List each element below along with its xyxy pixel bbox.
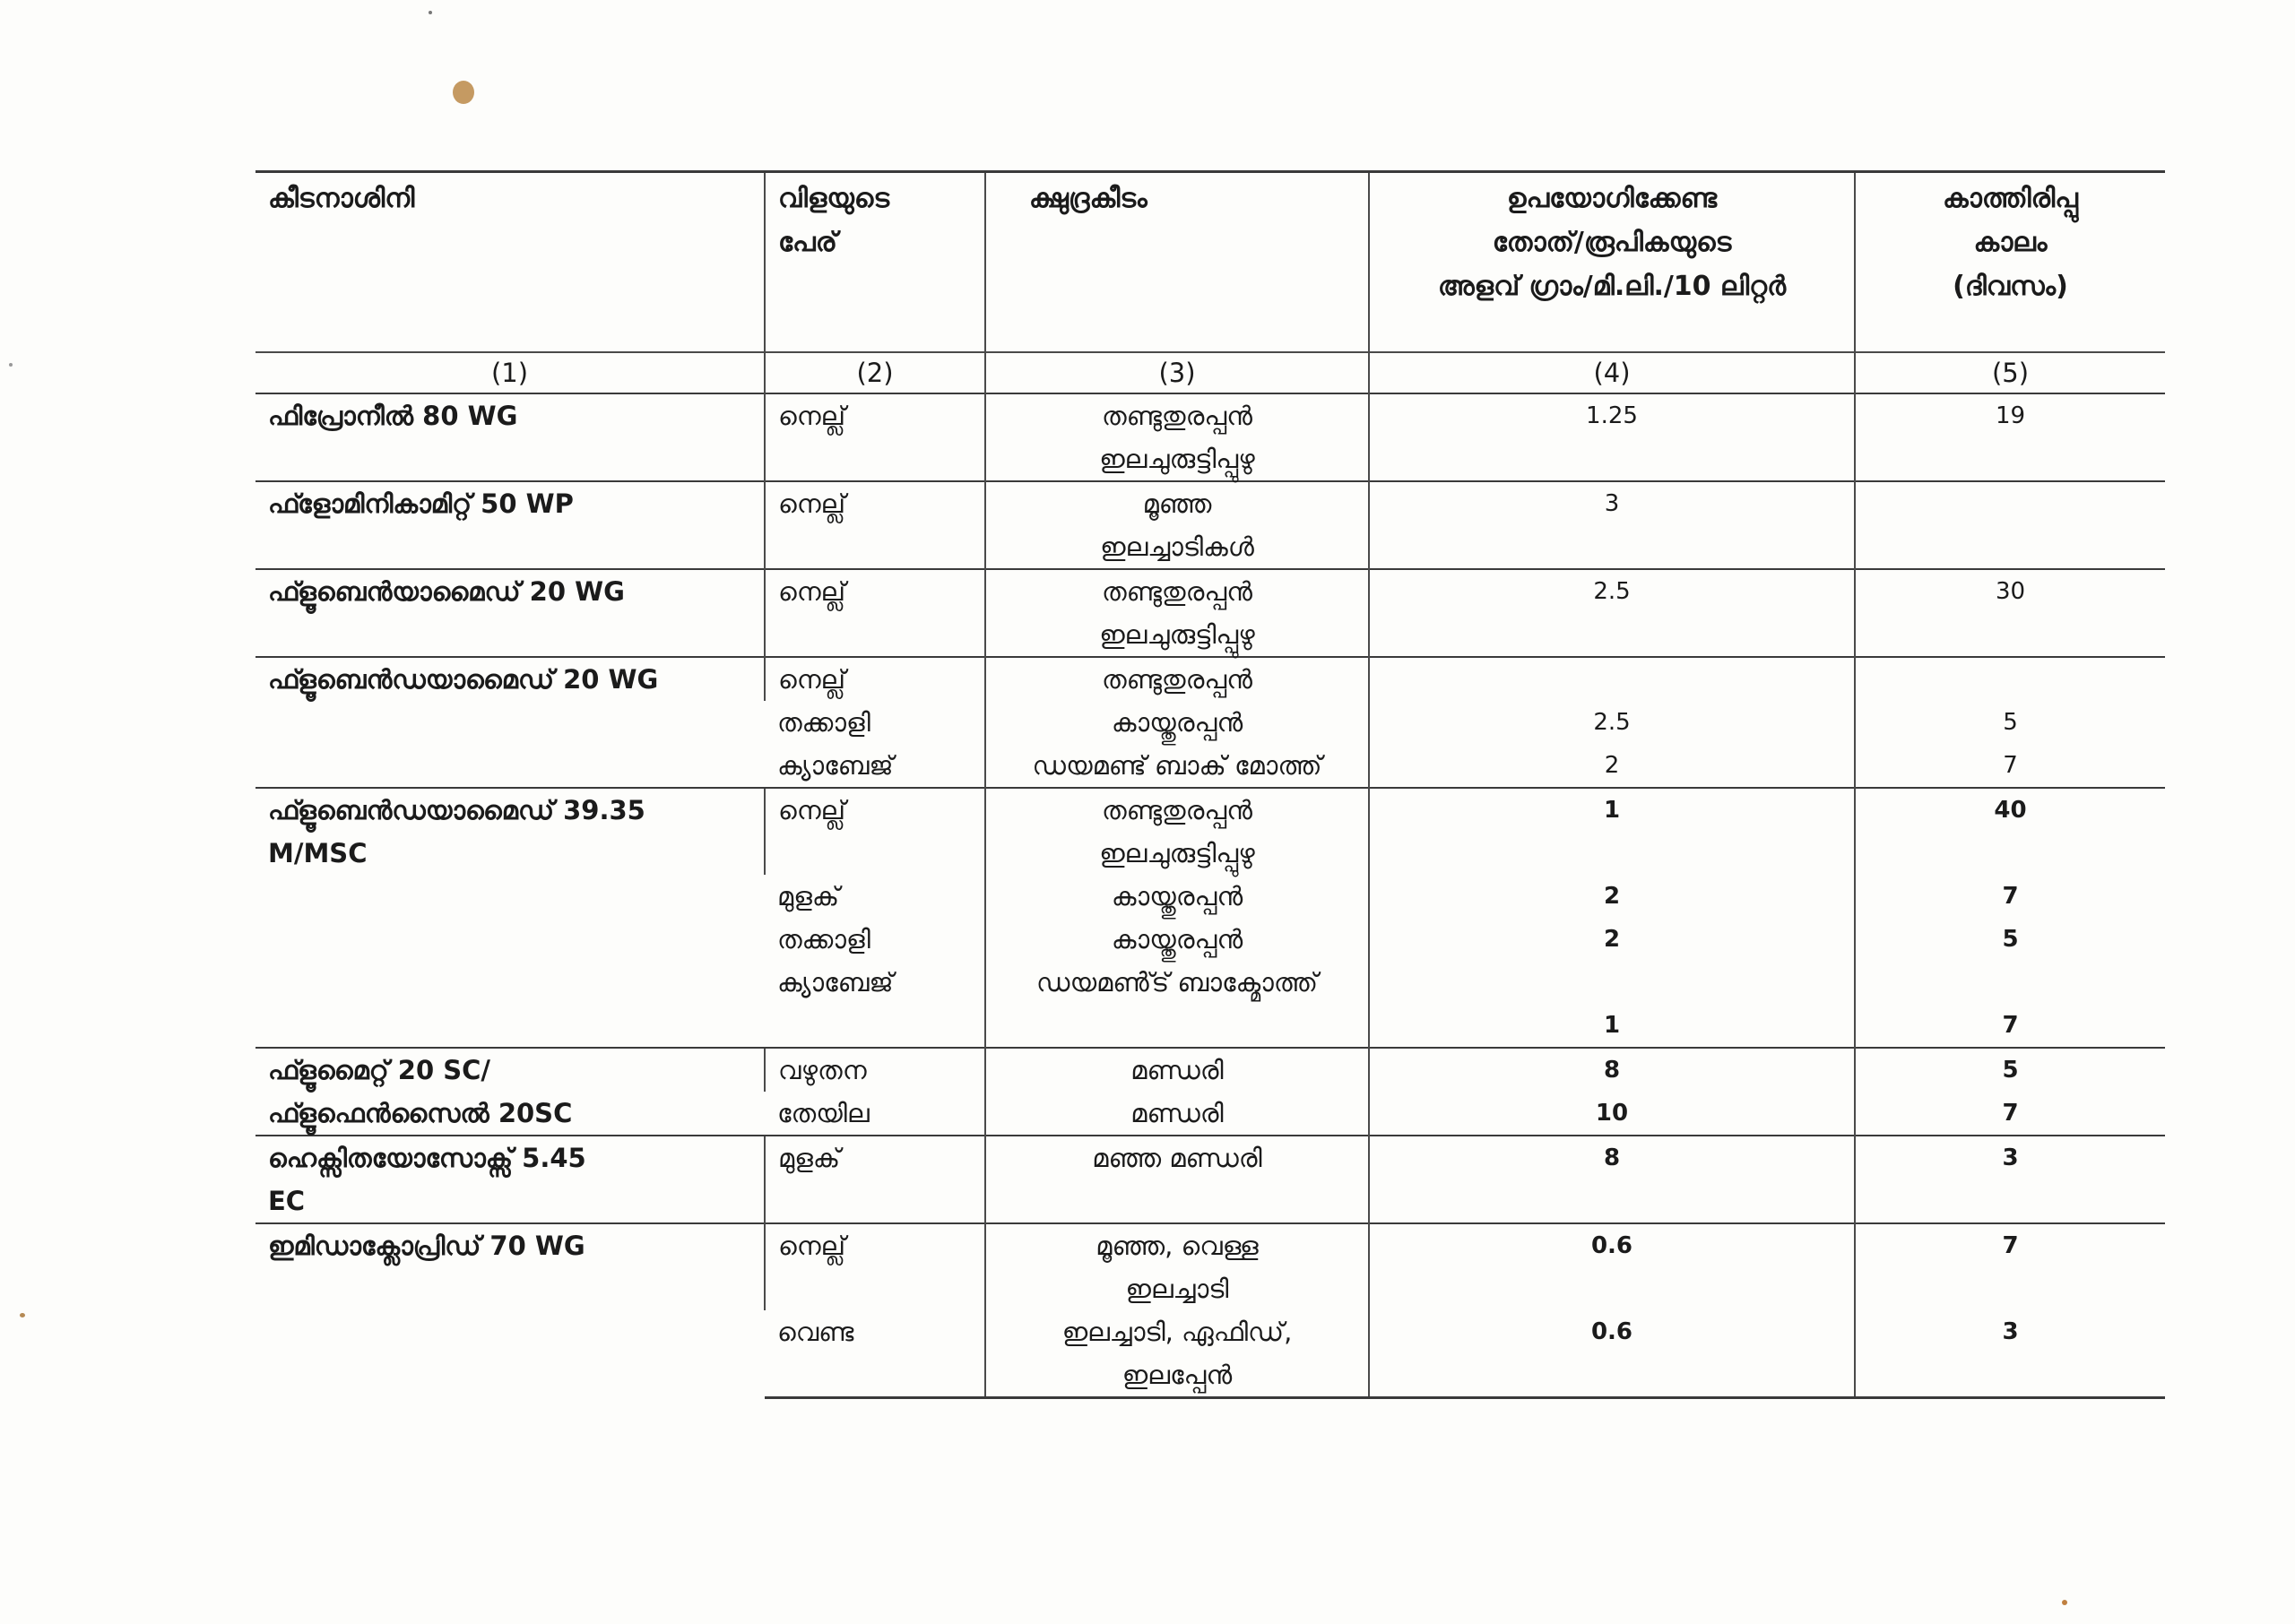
crop-name: നെല്ല് [765, 481, 985, 569]
pest-cell [985, 1310, 1369, 1398]
pesticide-name-cell [255, 788, 765, 1048]
pesticide-name: ഫ്ളോമിനികാമിറ്റ് 50 WP [268, 488, 574, 519]
pest-cell [985, 1004, 1369, 1048]
dosage-value: 2 [1369, 918, 1855, 961]
pesticide-name: ഫ്ളൂബെൻഡയാമൈഡ് 39.35 [268, 795, 645, 825]
pest-cell [985, 657, 1369, 701]
pest-name: തണ്ടുതുരപ്പൻ [1102, 664, 1252, 695]
dosage-value: 8 [1369, 1136, 1855, 1223]
header-pesticide: കീടനാശിനി [255, 172, 765, 353]
waiting-period-value: 7 [1855, 1004, 2165, 1048]
paper-speck [2062, 1600, 2067, 1605]
header-row [255, 172, 2165, 353]
pest-cell [985, 1092, 1369, 1136]
pest-cell [985, 701, 1369, 744]
column-number: (5) [1855, 352, 2165, 393]
column-number: (3) [985, 352, 1369, 393]
pest-name: കായ്തുരപ്പൻ [1111, 707, 1243, 738]
column-number-row [255, 352, 2165, 393]
pest-cell [985, 393, 1369, 481]
crop-name: തക്കാളി [777, 707, 870, 738]
waiting-period-value [1855, 961, 2165, 1004]
waiting-period-value: 5 [1855, 701, 2165, 744]
crop-name: വെണ്ട [765, 1310, 985, 1398]
dosage-value [1369, 961, 1855, 1004]
column-number: (1) [255, 352, 765, 393]
pesticide-name: ഫ്ളൂഫെൻസൈൽ 20SC [268, 1098, 573, 1128]
pest-cell [985, 918, 1369, 961]
header-pest: ക്ഷുദ്രകീടം [985, 172, 1369, 353]
pest-cell [985, 1136, 1369, 1223]
table-row [255, 393, 2165, 481]
pesticide-table [255, 170, 2165, 1399]
pest-name: മൂഞ്ഞ [1142, 488, 1212, 519]
pest-name: ഇലച്ചാടി [1125, 1274, 1229, 1304]
waiting-period-value: 7 [1855, 875, 2165, 918]
pest-name: ഇലച്ചാടി, ഏഫിഡ്, [1061, 1317, 1293, 1347]
paper-speck [429, 11, 432, 14]
crop-name: നെല്ല് [765, 788, 985, 875]
pesticide-name: ഫ്ളൂമൈറ്റ് 20 SC/ [268, 1055, 491, 1085]
pest-name: മണ്ഡരി [1130, 1055, 1224, 1085]
pesticide-name-cell [255, 569, 765, 657]
pest-cell [985, 875, 1369, 918]
dosage-value: 1.25 [1369, 393, 1855, 481]
table-row [255, 481, 2165, 569]
pesticide-name-cell [255, 393, 765, 481]
pesticide-name: ഫ്ളൂബെൻയാമൈഡ് 20 WG [268, 576, 625, 607]
crop-name: നെല്ല് [765, 393, 985, 481]
pesticide-table-wrapper [255, 170, 2165, 1399]
pest-name: ഇലചുരുട്ടിപ്പുഴു [1099, 619, 1255, 650]
waiting-period-value: 7 [1855, 1223, 2165, 1310]
crop-name: നെല്ല് [765, 657, 985, 701]
pest-cell [985, 1048, 1369, 1092]
paper-speck [9, 363, 13, 367]
header-waiting-period: കാത്തിരിപ്പു കാലം (ദിവസം) [1855, 172, 2165, 353]
pest-name: മഞ്ഞ മണ്ഡരി [1092, 1143, 1262, 1173]
dosage-value: 0.6 [1369, 1223, 1855, 1310]
crop-name [765, 1004, 985, 1048]
pest-name: ഇലചുരുട്ടിപ്പുഴു [1099, 838, 1255, 868]
pest-cell [985, 1223, 1369, 1310]
dosage-value: 10 [1369, 1092, 1855, 1136]
pest-cell [985, 788, 1369, 875]
pesticide-name: ഫ്ളൂബെൻഡയാമൈഡ് 20 WG [268, 664, 659, 695]
crop-name: നെല്ല് [765, 569, 985, 657]
waiting-period-value: 5 [1855, 1048, 2165, 1092]
table-row [255, 569, 2165, 657]
crop-name: തക്കാളി [777, 924, 870, 955]
crop-name: ക്യാബേജ് [777, 750, 894, 781]
paper-speck [20, 1313, 25, 1317]
pest-name: കായ്തുരപ്പൻ [1111, 881, 1243, 911]
dosage-value: 8 [1369, 1048, 1855, 1092]
pest-name: തണ്ടുതുരപ്പൻ [1102, 795, 1252, 825]
waiting-period-value: 7 [1855, 744, 2165, 788]
pesticide-name-cell [255, 1048, 765, 1136]
dosage-value: 2 [1369, 875, 1855, 918]
column-number: (4) [1369, 352, 1855, 393]
pest-name: ഇലചുരുട്ടിപ്പുഴു [1099, 444, 1255, 474]
dosage-value: 2.5 [1369, 569, 1855, 657]
waiting-period-value: 5 [1855, 918, 2165, 961]
pesticide-name: ഹെക്സിതയോസോക്സ് 5.45 [268, 1143, 586, 1173]
waiting-period-value: 19 [1855, 393, 2165, 481]
dosage-value [1369, 657, 1855, 701]
table-row [255, 1048, 2165, 1092]
table-row [255, 657, 2165, 701]
crop-name: തേയില [777, 1098, 870, 1128]
dosage-value: 1 [1369, 1004, 1855, 1048]
waiting-period-value: 7 [1855, 1092, 2165, 1136]
crop-name: മുളക് [765, 1136, 985, 1223]
table-body [255, 393, 2165, 1398]
crop-name: ക്യാബേജ് [777, 967, 894, 998]
waiting-period-value [1855, 657, 2165, 701]
header-crop-name: വിളയുടെ പേര് [765, 172, 985, 353]
pesticide-name-cell [255, 481, 765, 569]
waiting-period-value: 30 [1855, 569, 2165, 657]
pest-name: ഇലപ്പേൻ [1122, 1360, 1233, 1390]
pesticide-name-cell [255, 1136, 765, 1223]
crop-name: മുളക് [777, 881, 840, 911]
pest-cell [985, 744, 1369, 788]
pest-name: ഡയമണ്ട് ബാക് മോത്ത് [1032, 750, 1322, 781]
pest-name: തണ്ടുതുരപ്പൻ [1102, 576, 1252, 607]
dosage-value: 3 [1369, 481, 1855, 569]
pesticide-name: EC [268, 1186, 306, 1216]
dosage-value: 2.5 [1369, 701, 1855, 744]
pesticide-name: M/MSC [268, 838, 368, 868]
table-row [255, 788, 2165, 875]
dosage-value: 0.6 [1369, 1310, 1855, 1398]
pest-cell [985, 961, 1369, 1004]
column-number: (2) [765, 352, 985, 393]
pesticide-name-cell [255, 657, 765, 788]
pest-name: മൂഞ്ഞ, വെള്ള [1096, 1231, 1259, 1261]
pesticide-name-cell [255, 1223, 765, 1398]
waiting-period-value [1855, 481, 2165, 569]
table-row [255, 1223, 2165, 1310]
pest-name [999, 1004, 1355, 1047]
pesticide-name: ഫിപ്രോനീൽ 80 WG [268, 401, 518, 431]
dosage-value: 2 [1369, 744, 1855, 788]
header-dosage: ഉപയോഗിക്കേണ്ട തോത്/രൂപികയുടെ അളവ് ഗ്രാം/മി.ലി./10 ലിറ്റർ [1369, 172, 1855, 353]
pesticide-name: ഇമിഡാക്ലോപ്രിഡ് 70 WG [268, 1231, 585, 1261]
pest-name: മണ്ഡരി [1130, 1098, 1224, 1128]
paper-speck [453, 81, 474, 104]
waiting-period-value: 3 [1855, 1136, 2165, 1223]
waiting-period-value: 3 [1855, 1310, 2165, 1398]
pest-name: ഡയമൺ്ട് ബാക്മോത്ത് [1036, 967, 1318, 998]
pest-name: ഇലച്ചാടികൾ [1100, 531, 1254, 562]
crop-name: നെല്ല് [765, 1223, 985, 1310]
table-row [255, 1136, 2165, 1223]
pest-name: കായ്തുരപ്പൻ [1111, 924, 1243, 955]
pest-name: തണ്ടുതുരപ്പൻ [1102, 401, 1252, 431]
dosage-value: 1 [1369, 788, 1855, 875]
waiting-period-value: 40 [1855, 788, 2165, 875]
pest-cell [985, 481, 1369, 569]
crop-name: വഴുതന [765, 1048, 985, 1092]
pest-cell [985, 569, 1369, 657]
